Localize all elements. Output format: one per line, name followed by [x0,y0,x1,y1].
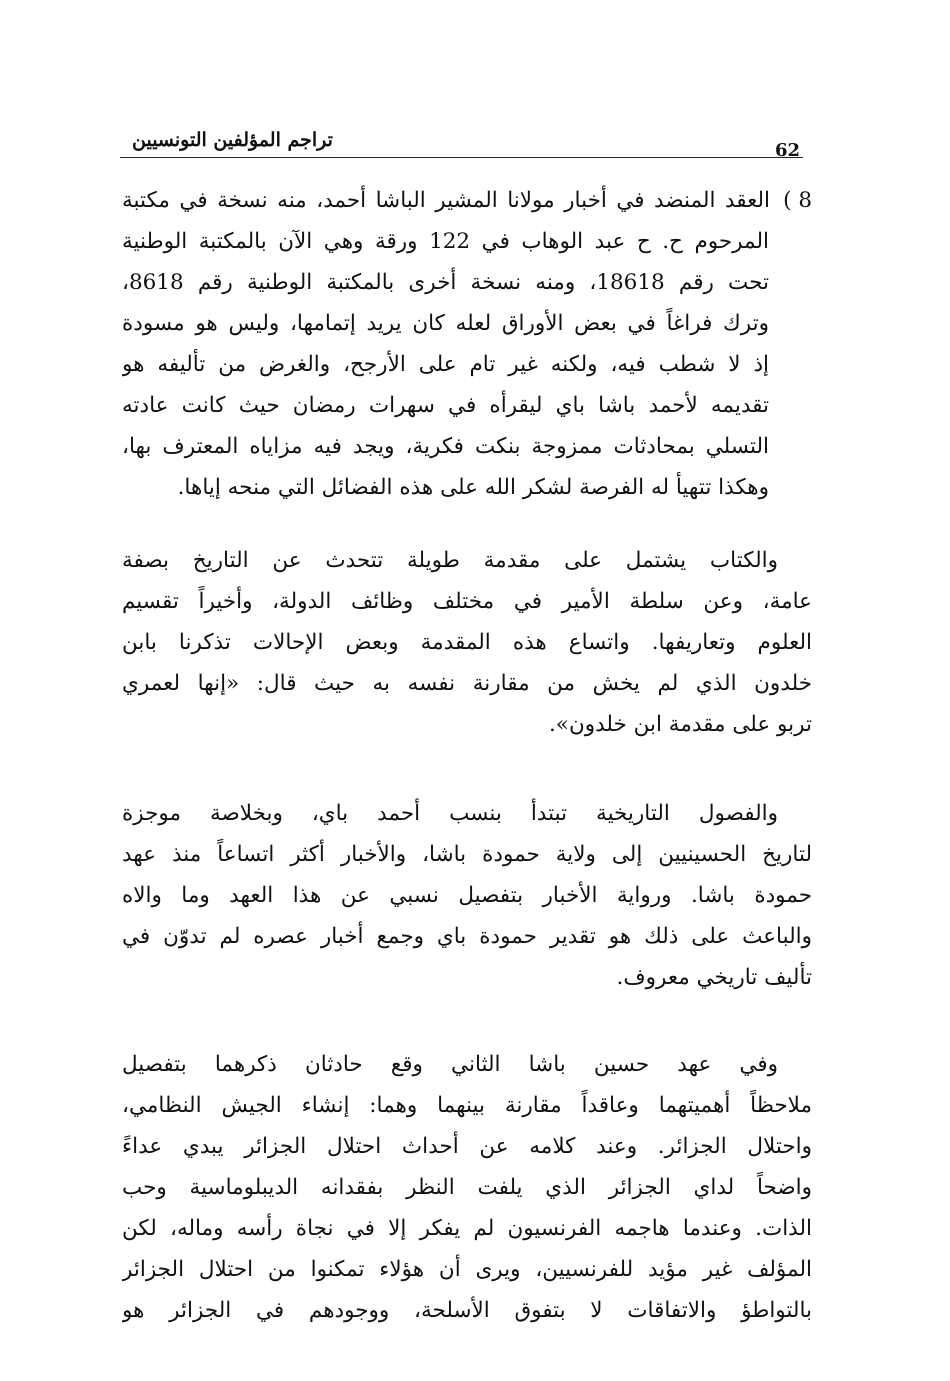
text-line: وفي عهد حسين باشا الثاني وقع حادثان ذكرهما بتفصيل [122,1052,778,1077]
text-line: والكتاب يشتمل على مقدمة طويلة تتحدث عن التاريخ بصفة [122,548,778,573]
text-line: بالتواطؤ والاتفاقات لا بتفوق الأسلحة، ووجودهم في الجزائر هو [122,1298,812,1323]
running-title: تراجم المؤلفين التونسيين [132,129,333,151]
text-line: ملاحظاً أهميتهما وعاقداً مقارنة بينهما وهما: إنشاء الجيش النظامي، [122,1093,812,1118]
text-line: المؤلف غير مؤيد للفرنسيين، ويرى أن هؤلاء تمكنوا من احتلال الجزائر [122,1257,812,1282]
page-header [120,126,803,166]
text-line: المرحوم ح. ح عبد الوهاب في 122 ورقة وهي الآن بالمكتبة الوطنية [122,229,769,254]
main-text [122,180,812,1331]
paragraph [122,793,812,998]
text-line: لتاريخ الحسينيين إلى ولاية حمودة باشا، والأخبار أكثر اتساعاً منذ عهد [122,842,812,867]
footnote-marker: 8 ) [783,188,812,213]
text-line: وهكذا تتهيأ له الفرصة لشكر الله على هذه الفضائل التي منحه إياها. [177,475,769,500]
text-line: العلوم وتعاريفها. واتساع هذه المقدمة وبعض الإحالات تذكرنا بابن [122,630,812,655]
text-line: عامة، وعن سلطة الأمير في مختلف وظائف الدولة، وأخيراً تقسيم [122,589,812,614]
text-line: الذات. وعندما هاجمه الفرنسيون لم يفكر إلا في نجاة رأسه وماله، لكن [122,1216,812,1241]
footnote-paragraph [122,180,812,508]
text-line: واحتلال الجزائر. وعند كلامه عن أحداث احتلال الجزائر يبدي عداءً [122,1134,812,1159]
text-line: التسلي بمحادثات ممزوجة بنكت فكرية، ويجد فيه مزاياه المعترف بها، [122,434,769,459]
footnote-body [122,221,812,508]
text-line: والباعث على ذلك هو تقدير حمودة باي وجمع أخبار عصره لم تدوّن في [122,924,812,949]
text-line: والفصول التاريخية تبتدأ بنسب أحمد باي، وبخلاصة موجزة [122,801,778,826]
text-line: تحت رقم 18618، ومنه نسخة أخرى بالمكتبة الوطنية رقم 8618، [122,270,769,295]
text-line-content: العقد المنضد في أخبار مولانا المشير الباشا أحمد، منه نسخة في مكتبة [122,188,770,213]
text-line: حمودة باشا. ورواية الأخبار بتفصيل نسبي عن هذا العهد وما والاه [122,883,812,908]
header-rule [120,157,803,158]
text-line [122,180,812,221]
page-number: 62 [774,140,800,161]
text-line: خلدون الذي لم يخش من مقارنة نفسه به حيث قال: «إنها لعمري [122,671,812,696]
paragraph [122,540,812,745]
text-line: تربو على مقدمة ابن خلدون». [548,712,812,737]
paragraph [122,1044,812,1331]
text-line: تقديمه لأحمد باشا باي ليقرأه في سهرات رمضان حيث كانت عادته [122,393,769,418]
text-line: إذ لا شطب فيه، ولكنه غير تام على الأرجح، والغرض من تأليفه هو [122,352,769,377]
text-line: وترك فراغاً في بعض الأوراق لعله كان يريد إتمامها، وليس هو مسودة [122,311,769,336]
text-line: واضحاً لداي الجزائر الذي يلفت النظر بفقدانه الديبلوماسية وحب [122,1175,812,1200]
text-line: تأليف تاريخي معروف. [616,965,812,990]
